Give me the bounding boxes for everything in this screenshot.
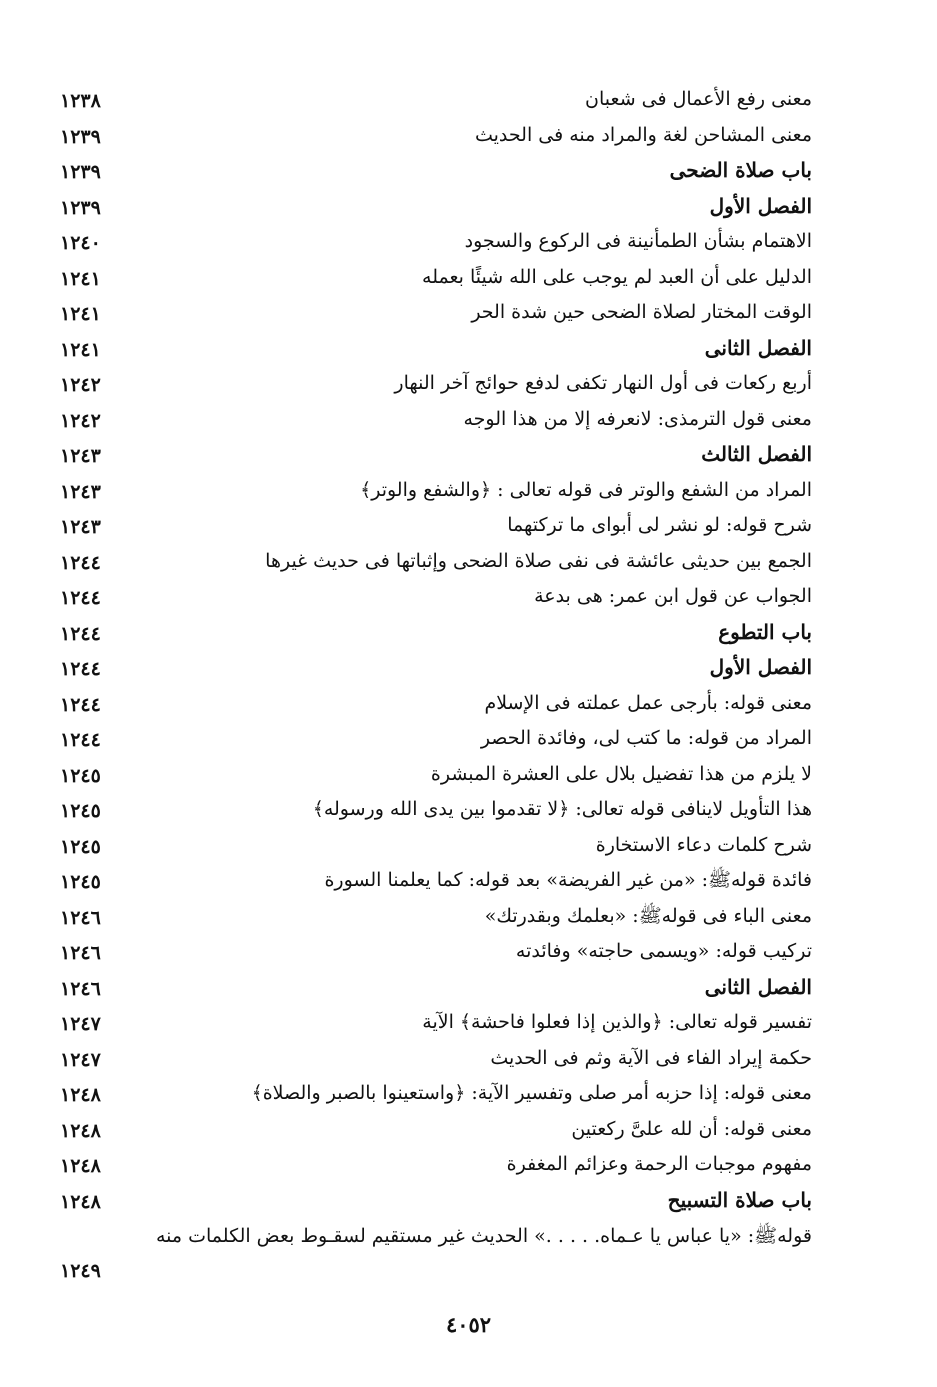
toc-entry-title: مفهوم موجبات الرحمة وعزائم المغفرة [506, 1153, 812, 1175]
toc-entry-title: معنى قول الترمذى: لانعرفه إلا من هذا الوجه [463, 407, 812, 430]
toc-section-heading [60, 968, 812, 1004]
toc-entry-page-number: ١٢٤١ [60, 338, 101, 361]
toc-entry-title: معنى قوله: إذا حزبه أمر صلى وتفسير الآية: ﴿واستعينوا بالصبر والصلاة﴾ [251, 1082, 812, 1104]
toc-entry-page-number: ١٢٤٣ [60, 516, 101, 538]
toc-entry-title: تفسير قوله تعالى: ﴿والذين إذا فعلوا فاحشة﴾ الآية [422, 1011, 812, 1033]
toc-entry-page-number: ١٢٤٨ [60, 1155, 101, 1177]
toc-entry-title: الفصل الأول [709, 193, 812, 218]
toc-entry-title: هذا التأويل لاينافى قوله تعالى: ﴿لا تقدموا بين يدى الله ورسوله﴾ [312, 798, 812, 820]
toc-entry-title: الفصل الثانى [704, 974, 812, 999]
toc-entry [60, 364, 812, 400]
toc-section-heading [60, 1181, 812, 1217]
toc-entry-page-number: ١٢٤٣ [60, 480, 101, 503]
toc-entry [60, 222, 812, 258]
toc-entry-page-number: ١٢٤٨ [60, 1190, 101, 1213]
toc-entry-title: باب التطوع [718, 619, 812, 644]
toc-entry-page-number: ١٢٤٢ [60, 409, 101, 432]
toc-entry-page-number: ١٢٣٨ [60, 90, 101, 112]
toc-entry-title: المراد من الشفع والوتر فى قوله تعالى : ﴿والشفع والوتر﴾ [360, 478, 812, 501]
toc-entry [60, 293, 812, 329]
toc-entry-title: معنى قوله: بأرجى عمل عملته فى الإسلام [484, 691, 812, 714]
toc-entry [60, 258, 812, 294]
toc-entry-title: المراد من قوله: ما كتب لى، وفائدة الحصر [480, 727, 812, 749]
toc-entry-page-number: ١٢٤٣ [60, 445, 101, 467]
toc-entry-title: الاهتمام بشأن الطمأنينة فى الركوع والسجود [464, 230, 812, 252]
toc-entry-title: تركيب قوله: «ويسمى حاجته» وفائدته [515, 940, 812, 962]
toc-entry-page-number: ١٢٤٨ [60, 1084, 101, 1106]
toc-entry-title: معنى قوله: أن لله علىَّ ركعتين [571, 1117, 812, 1140]
toc-entry-page-number: ١٢٤٩ [60, 1260, 101, 1282]
toc-entry-title: قولهﷺ: «يا عباس يا عـماه. . . . .» الحديث غير مستقيم لسقـوط بعض الكلمات منه [155, 1225, 812, 1247]
toc-entry [60, 684, 812, 720]
toc-entry-page-number: ١٢٤٧ [60, 1013, 101, 1035]
toc-entry-title: الجواب عن قول ابن عمر: هى بدعة [534, 585, 812, 607]
toc-entry [60, 116, 812, 152]
toc-section-heading [60, 648, 812, 684]
toc-entry [60, 1145, 812, 1181]
page-number-footer: ٤٠٥٢ [445, 1312, 492, 1337]
toc-entry [60, 400, 812, 436]
toc-entry-page-number: ١٢٤٤ [60, 729, 101, 751]
toc-entry-title: أربع ركعات فى أول النهار تكفى لدفع حوائج آخر النهار [394, 372, 812, 394]
toc-entry [60, 897, 812, 933]
toc-entry-title: شرح قوله: لو نشر لى أبواى ما تركتهما [507, 514, 812, 536]
toc-entry-page-number: ١٢٣٩ [60, 125, 101, 148]
toc-entry-page-number: ١٢٤٠ [60, 232, 101, 254]
toc-entry-page-number: ١٢٤٨ [60, 1119, 101, 1142]
toc-entry-title: فائدة قولهﷺ: «من غير الفريضة» بعد قوله: كما يعلمنا السورة [324, 869, 812, 891]
toc-entry [60, 1216, 812, 1286]
toc-entry [60, 1110, 812, 1146]
toc-entry-title: الفصل الثانى [704, 335, 812, 360]
toc-entry-page-number: ١٢٤٧ [60, 1048, 101, 1071]
toc-entry-title: شرح كلمات دعاء الاستخارة [595, 833, 812, 856]
toc-entry-title: معنى المشاحن لغة والمراد منه فى الحديث [474, 123, 812, 146]
toc-entry [60, 932, 812, 968]
toc-entry-title: الفصل الأول [709, 655, 812, 679]
toc-entry-title: باب صلاة الضحى [669, 158, 812, 182]
toc-entry [60, 755, 812, 791]
toc-entry [60, 1039, 812, 1075]
table-of-contents [60, 80, 812, 1286]
toc-entry-title: معنى رفع الأعمال فى شعبان [585, 88, 812, 110]
toc-section-heading [60, 187, 812, 223]
toc-entry-page-number: ١٢٤٤ [60, 693, 101, 716]
toc-section-heading [60, 613, 812, 649]
toc-entry-page-number: ١٢٣٩ [60, 196, 101, 219]
toc-entry-page-number: ١٢٤٥ [60, 835, 101, 858]
toc-entry-page-number: ١٢٤٤ [60, 622, 101, 645]
toc-entry-title: الوقت المختار لصلاة الضحى حين شدة الحر [471, 301, 812, 323]
toc-entry [60, 1074, 812, 1110]
toc-entry [60, 471, 812, 507]
toc-entry-title: لا يلزم من هذا تفضيل بلال على العشرة المبشرة [430, 762, 812, 785]
toc-entry [60, 790, 812, 826]
toc-entry-title: باب صلاة التسبيح [667, 1187, 812, 1212]
toc-entry-page-number: ١٢٤٥ [60, 764, 101, 787]
toc-entry [60, 719, 812, 755]
toc-entry [60, 1003, 812, 1039]
toc-entry-page-number: ١٢٤٤ [60, 551, 101, 574]
toc-entry-page-number: ١٢٤٦ [60, 942, 101, 964]
toc-entry-title: الجمع بين حديثى عائشة فى نفى صلاة الضحى وإثباتها فى حديث غيرها [265, 549, 812, 572]
toc-entry [60, 542, 812, 578]
toc-entry-title: حكمة إيراد الفاء فى الآية وثم فى الحديث [490, 1046, 812, 1069]
toc-entry [60, 80, 812, 116]
toc-entry-page-number: ١٢٤٤ [60, 658, 101, 680]
toc-entry-page-number: ١٢٤٥ [60, 871, 101, 893]
toc-entry-page-number: ١٢٣٩ [60, 161, 101, 183]
toc-entry-page-number: ١٢٤٦ [60, 906, 101, 929]
toc-entry-page-number: ١٢٤١ [60, 303, 101, 325]
toc-entry-page-number: ١٢٤١ [60, 267, 101, 290]
toc-entry [60, 826, 812, 862]
toc-entry-title: معنى الباء فى قولهﷺ: «بعلمك وبقدرتك» [484, 904, 812, 927]
toc-entry-page-number: ١٢٤٤ [60, 587, 101, 609]
toc-entry-page-number: ١٢٤٦ [60, 977, 101, 1000]
toc-entry-title: الدليل على أن العبد لم يوجب على الله شيئًا بعمله [422, 265, 812, 288]
toc-entry-page-number: ١٢٤٥ [60, 800, 101, 822]
toc-section-heading [60, 329, 812, 365]
toc-entry-page-number: ١٢٤٢ [60, 374, 101, 396]
toc-section-heading [60, 151, 812, 187]
toc-entry [60, 861, 812, 897]
toc-section-heading [60, 435, 812, 471]
toc-entry [60, 506, 812, 542]
toc-entry-title: الفصل الثالث [701, 442, 812, 466]
toc-entry [60, 577, 812, 613]
